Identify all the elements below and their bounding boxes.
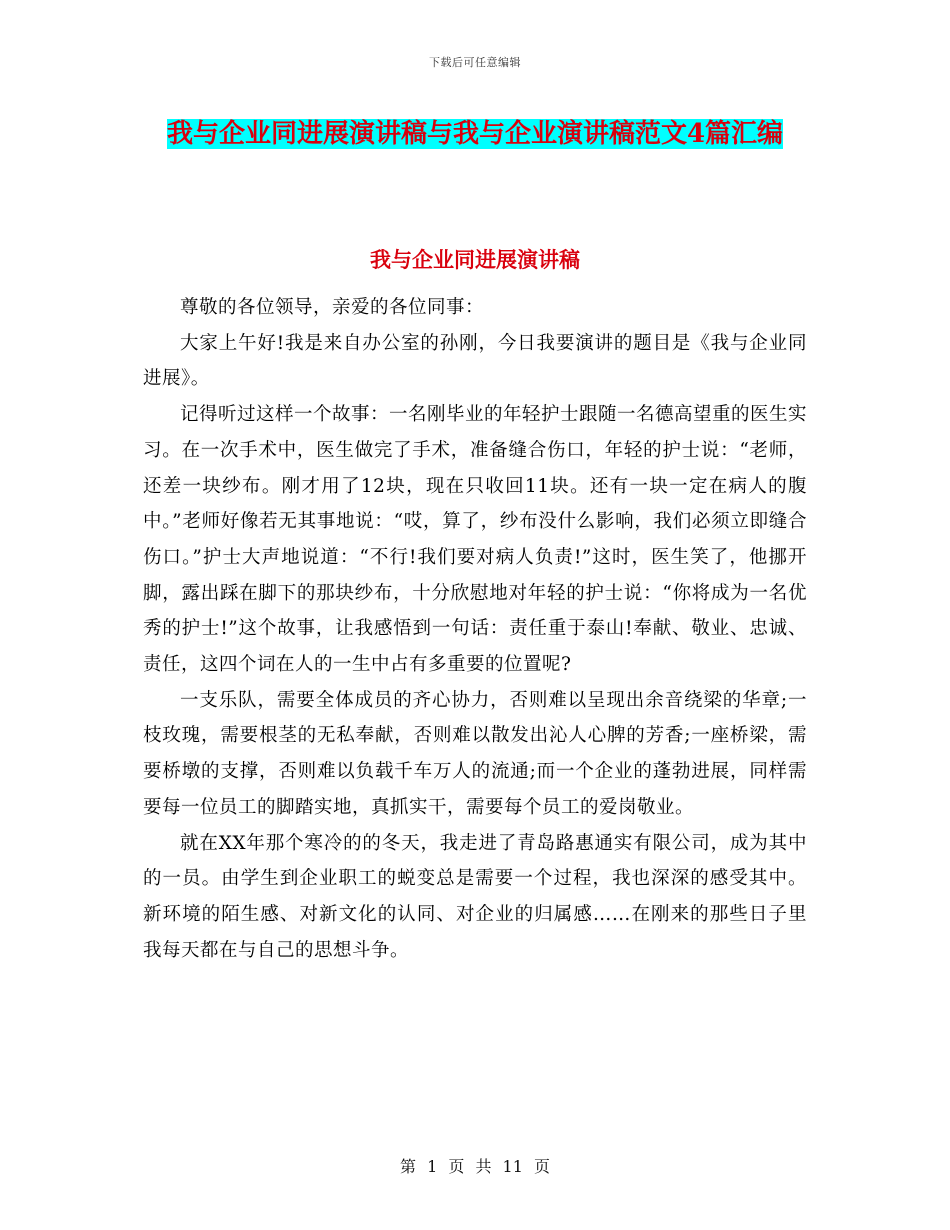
- document-body: [143, 290, 807, 968]
- page-footer: 第 1 页 共 11 页: [400, 1157, 550, 1176]
- document-title-text: 我与企业同进展演讲稿与我与企业演讲稿范文4篇汇编: [166, 119, 784, 149]
- paragraph-salutation: 尊敬的各位领导，亲爱的各位同事：: [180, 297, 485, 318]
- paragraph-metaphor: 一支乐队，需要全体成员的齐心协力，否则难以呈现出余音绕梁的华章;一枝玫瑰，需要根茎的无私奉献，否则难以散发出沁人心脾的芳香;一座桥梁，需要桥墩的支撑，否则难以负载千车万人的流通;而一个企业的蓬勃进展，同样需要每一位员工的脚踏实地，真抓实干，需要每个员工的爱岗敬业。: [143, 689, 807, 818]
- document-title: [140, 110, 810, 158]
- header-note: 下载后可任意编辑: [429, 56, 521, 69]
- section-title: 我与企业同进展演讲稿: [370, 247, 580, 272]
- paragraph-greeting: 大家上午好!我是来自办公室的孙刚，今日我要演讲的题目是《我与企业同进展》。: [143, 332, 807, 390]
- paragraph-story: 记得听过这样一个故事：一名刚毕业的年轻护士跟随一名德高望重的医生实习。在一次手术中，医生做完了手术，准备缝合伤口，年轻的护士说：“老师，还差一块纱布。刚才用了12块，现在只收回11块。还有一块一定在病人的腹中。”老师好像若无其事地说：“哎，算了，纱布没什么影响，我们必须立即缝合伤口。”护士大声地说道：“不行!我们要对病人负责!”这时，医生笑了，他挪开脚，露出踩在脚下的那块纱布，十分欣慰地对年轻的护士说：“你将成为一名优秀的护士!”这个故事，让我感悟到一句话：责任重于泰山!奉献、敬业、忠诚、责任，这四个词在人的一生中占有多重要的位置呢?: [143, 404, 808, 676]
- paragraph-experience: 就在XX年那个寒冷的的冬天，我走进了青岛路惠通实有限公司，成为其中的一员。由学生到企业职工的蜕变总是需要一个过程，我也深深的感受其中。新环境的陌生感、对新文化的认同、对企业的归属感……在刚来的那些日子里我每天都在与自己的思想斗争。: [143, 832, 807, 961]
